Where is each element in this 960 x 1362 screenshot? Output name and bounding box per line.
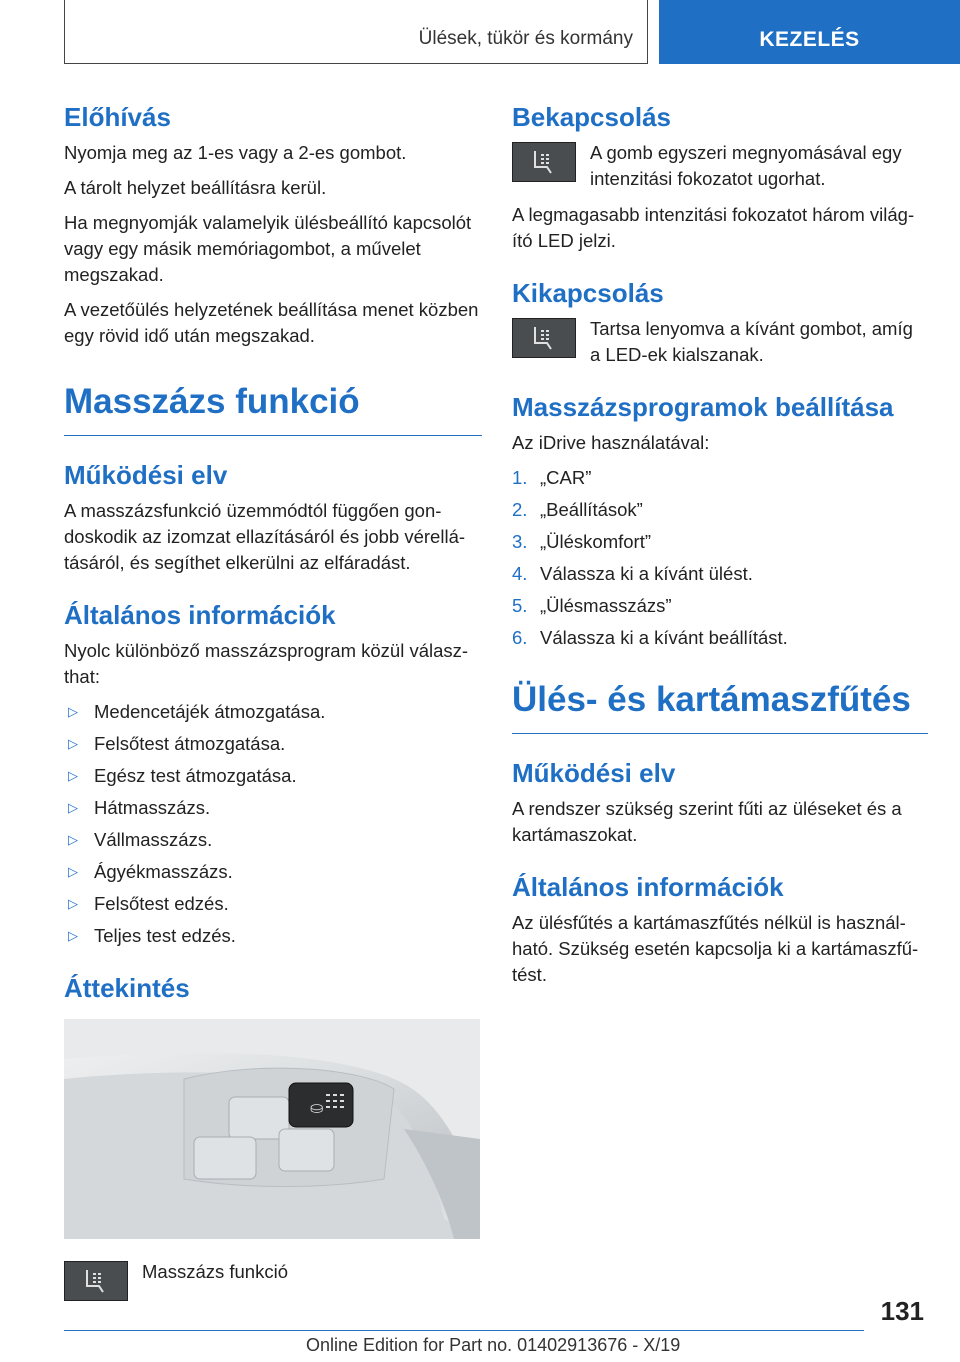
- left-column: [64, 100, 482, 1301]
- caption-row: [64, 1259, 482, 1301]
- list-item: ▷ Medencetájék átmozgatása.: [64, 699, 482, 725]
- seat-massage-icon: [512, 142, 576, 182]
- massage-general-text: Nyolc különböző masszázsprogram közül választhat:: [64, 640, 469, 687]
- massage-principle-text: A masszázsfunkció üzemmódtól függően gondoskodik az izomzat ellazításáról és jobb vérellátásáról, és segíthet elkerülni az elfáradást.: [64, 500, 466, 573]
- massage-program-list: [64, 699, 482, 949]
- page-number: 131: [880, 1296, 924, 1326]
- seat-switch-photo: [64, 1019, 480, 1239]
- programs-intro: Az iDrive használatával:: [512, 432, 710, 453]
- triangle-bullet-icon: ▷: [68, 832, 78, 847]
- overview-heading: Áttekintés: [64, 973, 190, 1003]
- footer-edition: Online Edition for Part no. 01402913676 - X/19: [306, 1335, 681, 1355]
- recall-paragraph: A vezetőülés helyzetének beállítása menet közben egy rövid idő után megszakad.: [64, 299, 479, 346]
- triangle-bullet-icon: ▷: [68, 736, 78, 751]
- list-item: 6. Válassza ki a kívánt beállítást.: [512, 627, 788, 648]
- switch-on-heading: Bekapcsolás: [512, 102, 671, 132]
- programs-steps: [512, 465, 928, 651]
- switch-off-button-text: Tartsa lenyomva a kívánt gombot, amíg a LED-ek kialszanak.: [590, 318, 913, 365]
- triangle-bullet-icon: ▷: [68, 768, 78, 783]
- programs-heading: Masszázsprogramok beállítása: [512, 392, 894, 422]
- list-item: 2. „Beállítások”: [512, 499, 643, 520]
- list-item: ▷ Hátmasszázs.: [64, 795, 482, 821]
- switch-on-button-text: A gomb egyszeri megnyomásával egy intenzitási fokozatot ugorhat.: [590, 142, 902, 189]
- switch-on-text: A legmagasabb intenzitási fokozatot három világító LED jelzi.: [512, 204, 915, 251]
- list-item: ▷ Felsőtest átmozgatása.: [64, 731, 482, 757]
- triangle-bullet-icon: ▷: [68, 928, 78, 943]
- triangle-bullet-icon: ▷: [68, 896, 78, 911]
- heating-general-heading: Általános információk: [512, 872, 784, 902]
- switch-off-row: [512, 316, 928, 368]
- recall-heading: Előhívás: [64, 102, 171, 132]
- list-item: 5. „Ülésmasszázs”: [512, 595, 672, 616]
- massage-general-heading: Általános információk: [64, 600, 336, 630]
- recall-paragraph: Nyomja meg az 1-es vagy a 2-es gombot.: [64, 142, 407, 163]
- list-item: ▷ Teljes test edzés.: [64, 923, 482, 949]
- section-title: KEZELÉS: [759, 28, 860, 51]
- chapter-title: Ülések, tükör és kormány: [418, 28, 633, 49]
- recall-paragraph: Ha megnyomják valamelyik ülésbeállító kapcsolót vagy egy másik memóriagombot, a művelet megszakad.: [64, 212, 472, 285]
- footer-divider: [64, 1330, 864, 1331]
- list-item: 3. „Üléskomfort”: [512, 531, 652, 552]
- header-section-tab: [659, 0, 960, 64]
- massage-principle-heading: Működési elv: [64, 460, 228, 490]
- list-item: ▷ Vállmasszázs.: [64, 827, 482, 853]
- list-item: ▷ Ágyékmasszázs.: [64, 859, 482, 885]
- recall-paragraph: A tárolt helyzet beállításra kerül.: [64, 177, 327, 198]
- header-chapter-box: [64, 0, 648, 64]
- photo-caption: Masszázs funkció: [142, 1261, 288, 1282]
- heating-general-text: Az ülésfűtés a kartámaszfűtés nélkül is használható. Szükség esetén kapcsolja ki a kartámaszfűtést.: [512, 912, 919, 985]
- triangle-bullet-icon: ▷: [68, 800, 78, 815]
- triangle-bullet-icon: ▷: [68, 704, 78, 719]
- heating-heading: Ülés- és kartámaszfűtés: [512, 677, 928, 734]
- right-column: [512, 100, 928, 997]
- list-item: ▷ Felsőtest edzés.: [64, 891, 482, 917]
- seat-massage-icon: [64, 1261, 128, 1301]
- triangle-bullet-icon: ▷: [68, 864, 78, 879]
- svg-text:⛀: ⛀: [310, 1098, 324, 1117]
- list-item: ▷ Egész test átmozgatása.: [64, 763, 482, 789]
- heating-principle-text: A rendszer szükség szerint fűti az üléseket és a kartámaszokat.: [512, 798, 902, 845]
- switch-off-heading: Kikapcsolás: [512, 278, 664, 308]
- list-item: 4. Válassza ki a kívánt ülést.: [512, 563, 753, 584]
- heating-principle-heading: Működési elv: [512, 758, 676, 788]
- massage-heading: Masszázs funkció: [64, 379, 482, 436]
- list-item: 1. „CAR”: [512, 467, 592, 488]
- switch-on-row: [512, 140, 928, 192]
- seat-massage-icon: [512, 318, 576, 358]
